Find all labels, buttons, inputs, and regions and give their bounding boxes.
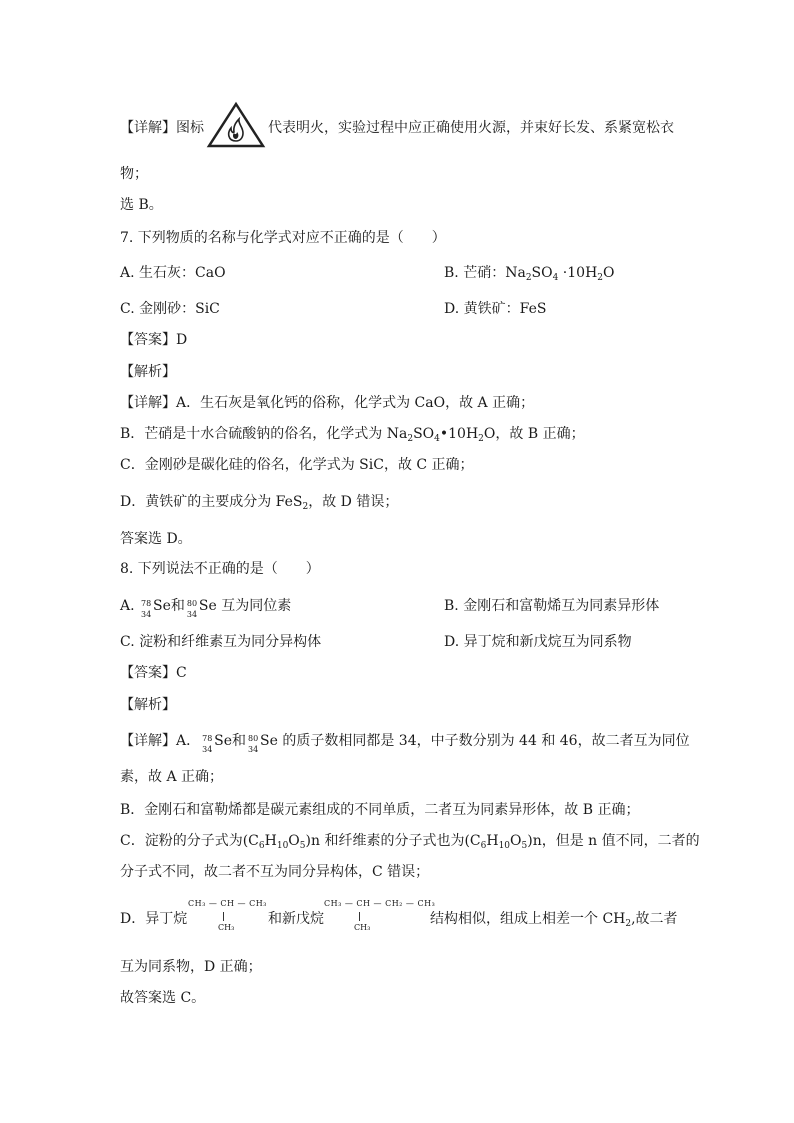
q7-conclusion: 答案选 D。: [120, 531, 192, 547]
q7-detail-a: 【详解】A．生石灰是氧化钙的俗称，化学式为 CaO，故 A 正确；: [120, 395, 535, 411]
intro-line1: [120, 118, 204, 138]
intro-text-line2: 物；: [120, 166, 148, 182]
q7-stem: 7. 下列物质的名称与化学式对应不正确的是（ ）: [120, 230, 446, 246]
q8-detail-c-line1: C．淀粉的分子式为$(C_6H_{10}O_5)n$ 和纤维素的分子式也为$(C_6H_{10}O_5)n$，但是 n 值不同，二者的: [120, 833, 700, 851]
intro-text-line1: 代表明火，实验过程中应正确使用火源，并束好长发、系紧宽松衣: [268, 120, 674, 136]
intro-prefix: 【详解】图标: [120, 120, 204, 136]
q8-detail-a: 【详解】A． 78 34 Se和 80 34 Se 的质子数相同都是 34，中子数分别为 44 和 46，故二者互为同位: [120, 733, 690, 754]
q8-detail-d-line2: 互为同系物，D 正确；: [120, 959, 262, 975]
intro-answer: 选 B。: [120, 197, 163, 213]
q7-detail-b: B．芒硝是十水合硫酸钠的俗名，化学式为 $Na_2SO_4•10H_2O$，故 B 正确；: [120, 426, 585, 444]
q8-stem: 8. 下列说法不正确的是（ ）: [120, 561, 320, 577]
q8-answer: 【答案】C: [120, 665, 187, 681]
q8-detail-d: D．异丁烷: [120, 911, 188, 927]
q7-option-b: B. 芒硝：$Na_2SO_4 \cdot 10H_2O$: [444, 265, 615, 283]
q8-option-a: A. 78 34 Se和 80 34 Se 互为同位素: [120, 598, 292, 619]
q8-analysis-label: 【解析】: [120, 697, 176, 713]
fire-warning-icon: [206, 101, 266, 149]
q8-option-c: C. 淀粉和纤维素互为同分异构体: [120, 634, 322, 650]
q7-option-d: D. 黄铁矿：FeS: [444, 301, 547, 317]
q8-conclusion: 故答案选 C。: [120, 990, 206, 1006]
q8-detail-b: B．金刚石和富勒烯都是碳元素组成的不同单质，二者互为同素异形体，故 B 正确；: [120, 802, 640, 818]
q7-option-a: A. 生石灰：CaO: [120, 265, 226, 281]
q8-detail-d-post: 结构相似，组成上相差一个 $CH_2$,故二者: [430, 911, 678, 929]
q8-option-b: B. 金刚石和富勒烯互为同素异形体: [444, 598, 660, 614]
q7-answer: 【答案】D: [120, 332, 188, 348]
q7-detail-c: C．金刚砂是碳化硅的俗名，化学式为 SiC，故 C 正确；: [120, 457, 474, 473]
q8-detail-c-line2: 分子式不同，故二者不互为同分异构体，C 错误；: [120, 864, 430, 880]
q8-option-d: D. 异丁烷和新戊烷互为同系物: [444, 634, 632, 650]
isobutane-structure: CH₃ — CH — CH₃ CH₃: [188, 899, 267, 932]
neopentane-structure: CH₃ — CH — CH₂ — CH₃ CH₃: [324, 899, 436, 932]
q8-detail-a-cont: 素，故 A 正确；: [120, 769, 224, 785]
q7-detail-d: D．黄铁矿的主要成分为 FeS$_2$，故 D 错误；: [120, 494, 399, 512]
q8-detail-d-mid: 和新戊烷: [268, 911, 324, 927]
q7-option-c: C. 金刚砂：SiC: [120, 301, 220, 317]
q7-analysis-label: 【解析】: [120, 364, 176, 380]
